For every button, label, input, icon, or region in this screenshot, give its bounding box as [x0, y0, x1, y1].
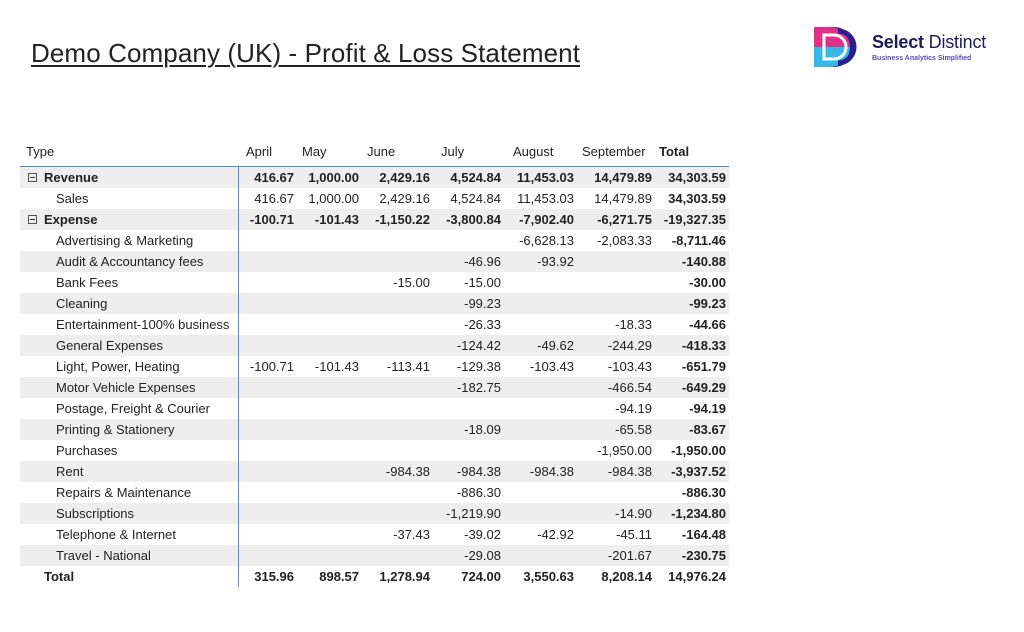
row-total-cell: -651.79 [681, 359, 726, 374]
page-title: Demo Company (UK) - Profit & Loss Statement [31, 38, 581, 68]
value-cell [297, 314, 362, 335]
column-header-june[interactable]: June [362, 138, 433, 167]
value-cell: -6,271.75 [577, 209, 655, 230]
row-label-cell [20, 440, 238, 461]
expense-item-row [20, 503, 729, 524]
value-cell: -42.92 [537, 527, 574, 542]
value-cell [238, 272, 297, 293]
value-cell: -14.90 [577, 503, 655, 524]
expense-item-row [20, 356, 729, 377]
expense-item-row [20, 398, 729, 419]
value-cell: -984.38 [504, 461, 577, 482]
value-cell: -1,950.00 [597, 443, 652, 458]
value-cell [297, 377, 362, 398]
expense-item-row [20, 545, 729, 566]
row-total-cell: -19,327.35 [655, 209, 729, 230]
value-cell [362, 230, 433, 251]
value-cell: -466.54 [577, 377, 655, 398]
row-label-cell [20, 272, 238, 293]
row-label-cell [20, 356, 238, 377]
brand-tagline: Business Analytics Simplified [872, 54, 972, 62]
value-cell: -45.11 [616, 527, 652, 542]
column-header-may[interactable]: May [297, 138, 362, 167]
row-label: Printing & Stationery [56, 422, 175, 437]
value-cell [238, 419, 297, 440]
value-cell [504, 419, 577, 440]
value-cell: -244.29 [577, 335, 655, 356]
value-cell [297, 545, 362, 566]
value-cell [504, 314, 577, 335]
grand-total-row [20, 566, 729, 587]
row-label: Cleaning [56, 296, 108, 311]
row-total-cell: -140.88 [655, 251, 729, 272]
profit-loss-matrix [20, 138, 729, 587]
value-cell: -886.30 [456, 485, 501, 500]
value-cell: 11,453.03 [517, 191, 574, 206]
value-cell [433, 398, 504, 419]
row-label: General Expenses [56, 338, 163, 353]
value-cell: -93.92 [504, 251, 577, 272]
row-total-cell: 34,303.59 [655, 167, 729, 189]
value-cell: -103.43 [529, 359, 574, 374]
value-cell [362, 482, 433, 503]
value-cell [297, 440, 362, 461]
value-cell: 4,524.84 [433, 167, 504, 189]
row-total-cell: -3,937.52 [655, 461, 729, 482]
value-cell: -100.71 [249, 359, 294, 374]
row-label-cell [20, 293, 238, 314]
value-cell: -103.43 [607, 359, 652, 374]
value-cell [362, 545, 433, 566]
row-label-cell [20, 566, 238, 587]
value-cell [297, 272, 362, 293]
value-cell [504, 482, 577, 503]
value-cell [297, 524, 362, 545]
value-cell: -94.19 [615, 401, 652, 416]
value-cell [297, 419, 362, 440]
value-cell: -129.38 [456, 359, 501, 374]
row-label-cell [20, 209, 238, 230]
value-cell [362, 377, 433, 398]
row-label: Telephone & Internet [56, 527, 176, 542]
row-total-cell: -164.48 [681, 527, 726, 542]
value-cell: -18.09 [433, 419, 504, 440]
row-label-cell [20, 167, 238, 189]
row-label: Expense [44, 212, 98, 227]
row-label-cell [20, 503, 238, 524]
row-total-cell: -649.29 [655, 377, 729, 398]
row-label: Repairs & Maintenance [56, 485, 192, 500]
value-cell [238, 293, 297, 314]
collapse-icon[interactable] [28, 215, 37, 224]
row-total-cell: 14,976.24 [668, 569, 726, 584]
value-cell [504, 503, 577, 524]
expense-item-row [20, 230, 729, 251]
row-total-cell: -1,950.00 [671, 443, 726, 458]
expense-item-row [20, 440, 729, 461]
expense-item-row [20, 293, 729, 314]
value-cell [238, 230, 297, 251]
value-cell: 14,479.89 [577, 167, 655, 189]
value-cell: 14,479.89 [594, 191, 652, 206]
value-cell [504, 398, 577, 419]
value-cell [577, 272, 655, 293]
value-cell [504, 293, 577, 314]
row-total-cell: -44.66 [689, 317, 726, 332]
row-label-cell [20, 482, 238, 503]
value-cell [362, 440, 433, 461]
row-total-cell: -94.19 [689, 401, 726, 416]
expense-item-row [20, 251, 729, 272]
expense-item-row [20, 272, 729, 293]
value-cell [504, 440, 577, 461]
value-cell: -101.43 [314, 359, 359, 374]
value-cell: -15.00 [464, 275, 501, 290]
value-cell: -15.00 [393, 275, 430, 290]
value-cell [297, 293, 362, 314]
sales-row [20, 188, 729, 209]
select-distinct-logo-icon [810, 21, 862, 73]
value-cell: -39.02 [464, 527, 501, 542]
row-total-cell: -83.67 [655, 419, 729, 440]
value-cell [362, 335, 433, 356]
row-label: Rent [56, 464, 84, 479]
value-cell [297, 482, 362, 503]
collapse-icon[interactable] [28, 173, 37, 182]
value-cell: 416.67 [254, 191, 294, 206]
value-cell: 2,429.16 [362, 167, 433, 189]
value-cell: -2,083.33 [597, 233, 652, 248]
column-header-august[interactable]: August [504, 138, 577, 167]
row-label-cell [20, 545, 238, 566]
row-label-cell [20, 251, 238, 272]
value-cell: -26.33 [464, 317, 501, 332]
value-cell: -1,150.22 [362, 209, 433, 230]
value-cell: -984.38 [362, 461, 433, 482]
value-cell [238, 377, 297, 398]
value-cell: -29.08 [433, 545, 504, 566]
row-label-cell [20, 398, 238, 419]
value-cell [362, 251, 433, 272]
expense-item-row [20, 482, 729, 503]
row-label: Travel - National [56, 548, 151, 563]
value-cell [238, 545, 297, 566]
row-total-cell: -230.75 [655, 545, 729, 566]
row-label-cell [20, 335, 238, 356]
value-cell: 4,524.84 [450, 191, 501, 206]
brand-name [872, 33, 986, 51]
row-label-cell [20, 314, 238, 335]
column-header-april[interactable]: April [238, 138, 297, 167]
row-label: Revenue [44, 170, 99, 185]
row-total-cell: -1,234.80 [655, 503, 729, 524]
value-cell: -984.38 [433, 461, 504, 482]
row-total-cell: -418.33 [655, 335, 729, 356]
value-cell [238, 482, 297, 503]
value-cell: 1,000.00 [297, 167, 362, 189]
value-cell [362, 503, 433, 524]
column-header-september[interactable]: September [577, 138, 655, 167]
row-label: Purchases [56, 443, 118, 458]
row-label: Motor Vehicle Expenses [56, 380, 196, 395]
row-label: Sales [56, 191, 89, 206]
row-label-cell [20, 230, 238, 251]
row-label: Bank Fees [56, 275, 119, 290]
row-total-cell: -30.00 [689, 275, 726, 290]
expense-item-row [20, 377, 729, 398]
value-cell: 1,000.00 [308, 191, 359, 206]
row-total-cell: -99.23 [655, 293, 729, 314]
value-cell [504, 272, 577, 293]
value-cell [238, 314, 297, 335]
value-cell: 8,208.14 [601, 569, 652, 584]
value-cell [238, 251, 297, 272]
brand-name-light: Distinct [928, 31, 987, 52]
value-cell [297, 230, 362, 251]
revenue-row [20, 167, 729, 189]
value-cell: 3,550.63 [523, 569, 574, 584]
value-cell: -101.43 [297, 209, 362, 230]
value-cell: -113.41 [386, 359, 430, 374]
value-cell [297, 251, 362, 272]
column-header-total[interactable]: Total [655, 138, 729, 167]
value-cell [238, 503, 297, 524]
value-cell: 2,429.16 [379, 191, 430, 206]
row-label: Subscriptions [56, 506, 135, 521]
value-cell [362, 314, 433, 335]
value-cell: 416.67 [238, 167, 297, 189]
column-header-row [20, 138, 729, 167]
value-cell [577, 482, 655, 503]
row-label: Advertising & Marketing [56, 233, 194, 248]
row-label-cell [20, 524, 238, 545]
value-cell: -18.33 [615, 317, 652, 332]
value-cell: -1,219.90 [433, 503, 504, 524]
value-cell: -46.96 [433, 251, 504, 272]
expense-item-row [20, 314, 729, 335]
expense-item-row [20, 419, 729, 440]
expense-item-row [20, 461, 729, 482]
value-cell [504, 545, 577, 566]
row-label: Entertainment-100% business [56, 317, 230, 332]
value-cell [297, 503, 362, 524]
value-cell: -124.42 [433, 335, 504, 356]
value-cell [504, 377, 577, 398]
value-cell: -984.38 [577, 461, 655, 482]
value-cell: -49.62 [504, 335, 577, 356]
value-cell [362, 398, 433, 419]
column-header-type[interactable]: Type [20, 138, 238, 167]
value-cell [238, 398, 297, 419]
row-label: Light, Power, Heating [56, 359, 180, 374]
value-cell [433, 440, 504, 461]
row-total-cell: 34,303.59 [668, 191, 726, 206]
value-cell [238, 461, 297, 482]
brand-logo [810, 21, 1010, 73]
value-cell [238, 335, 297, 356]
value-cell: 724.00 [461, 569, 501, 584]
value-cell: -100.71 [238, 209, 297, 230]
value-cell [362, 419, 433, 440]
row-label-cell [20, 377, 238, 398]
row-label-cell [20, 461, 238, 482]
value-cell [433, 230, 504, 251]
column-header-july[interactable]: July [433, 138, 504, 167]
value-cell: -3,800.84 [433, 209, 504, 230]
value-cell: 898.57 [319, 569, 359, 584]
row-label-cell [20, 188, 238, 209]
value-cell [297, 335, 362, 356]
row-total-cell: -8,711.46 [671, 233, 726, 248]
row-label: Audit & Accountancy fees [56, 254, 204, 269]
value-cell: 1,278.94 [379, 569, 430, 584]
value-cell [362, 293, 433, 314]
value-cell [297, 398, 362, 419]
value-cell [238, 524, 297, 545]
value-cell: -7,902.40 [504, 209, 577, 230]
value-cell: -65.58 [577, 419, 655, 440]
expense-row [20, 209, 729, 230]
value-cell: -37.43 [393, 527, 430, 542]
value-cell [577, 251, 655, 272]
value-cell: 315.96 [254, 569, 294, 584]
value-cell [577, 293, 655, 314]
value-cell: -201.67 [577, 545, 655, 566]
expense-item-row [20, 524, 729, 545]
row-total-cell: -886.30 [681, 485, 726, 500]
row-label: Total [44, 569, 75, 584]
value-cell: -99.23 [433, 293, 504, 314]
brand-name-bold: Select [872, 31, 924, 52]
value-cell: -182.75 [433, 377, 504, 398]
row-label: Postage, Freight & Courier [56, 401, 210, 416]
expense-item-row [20, 335, 729, 356]
value-cell: -6,628.13 [519, 233, 574, 248]
value-cell [297, 461, 362, 482]
row-label-cell [20, 419, 238, 440]
value-cell: 11,453.03 [504, 167, 577, 189]
value-cell [238, 440, 297, 461]
